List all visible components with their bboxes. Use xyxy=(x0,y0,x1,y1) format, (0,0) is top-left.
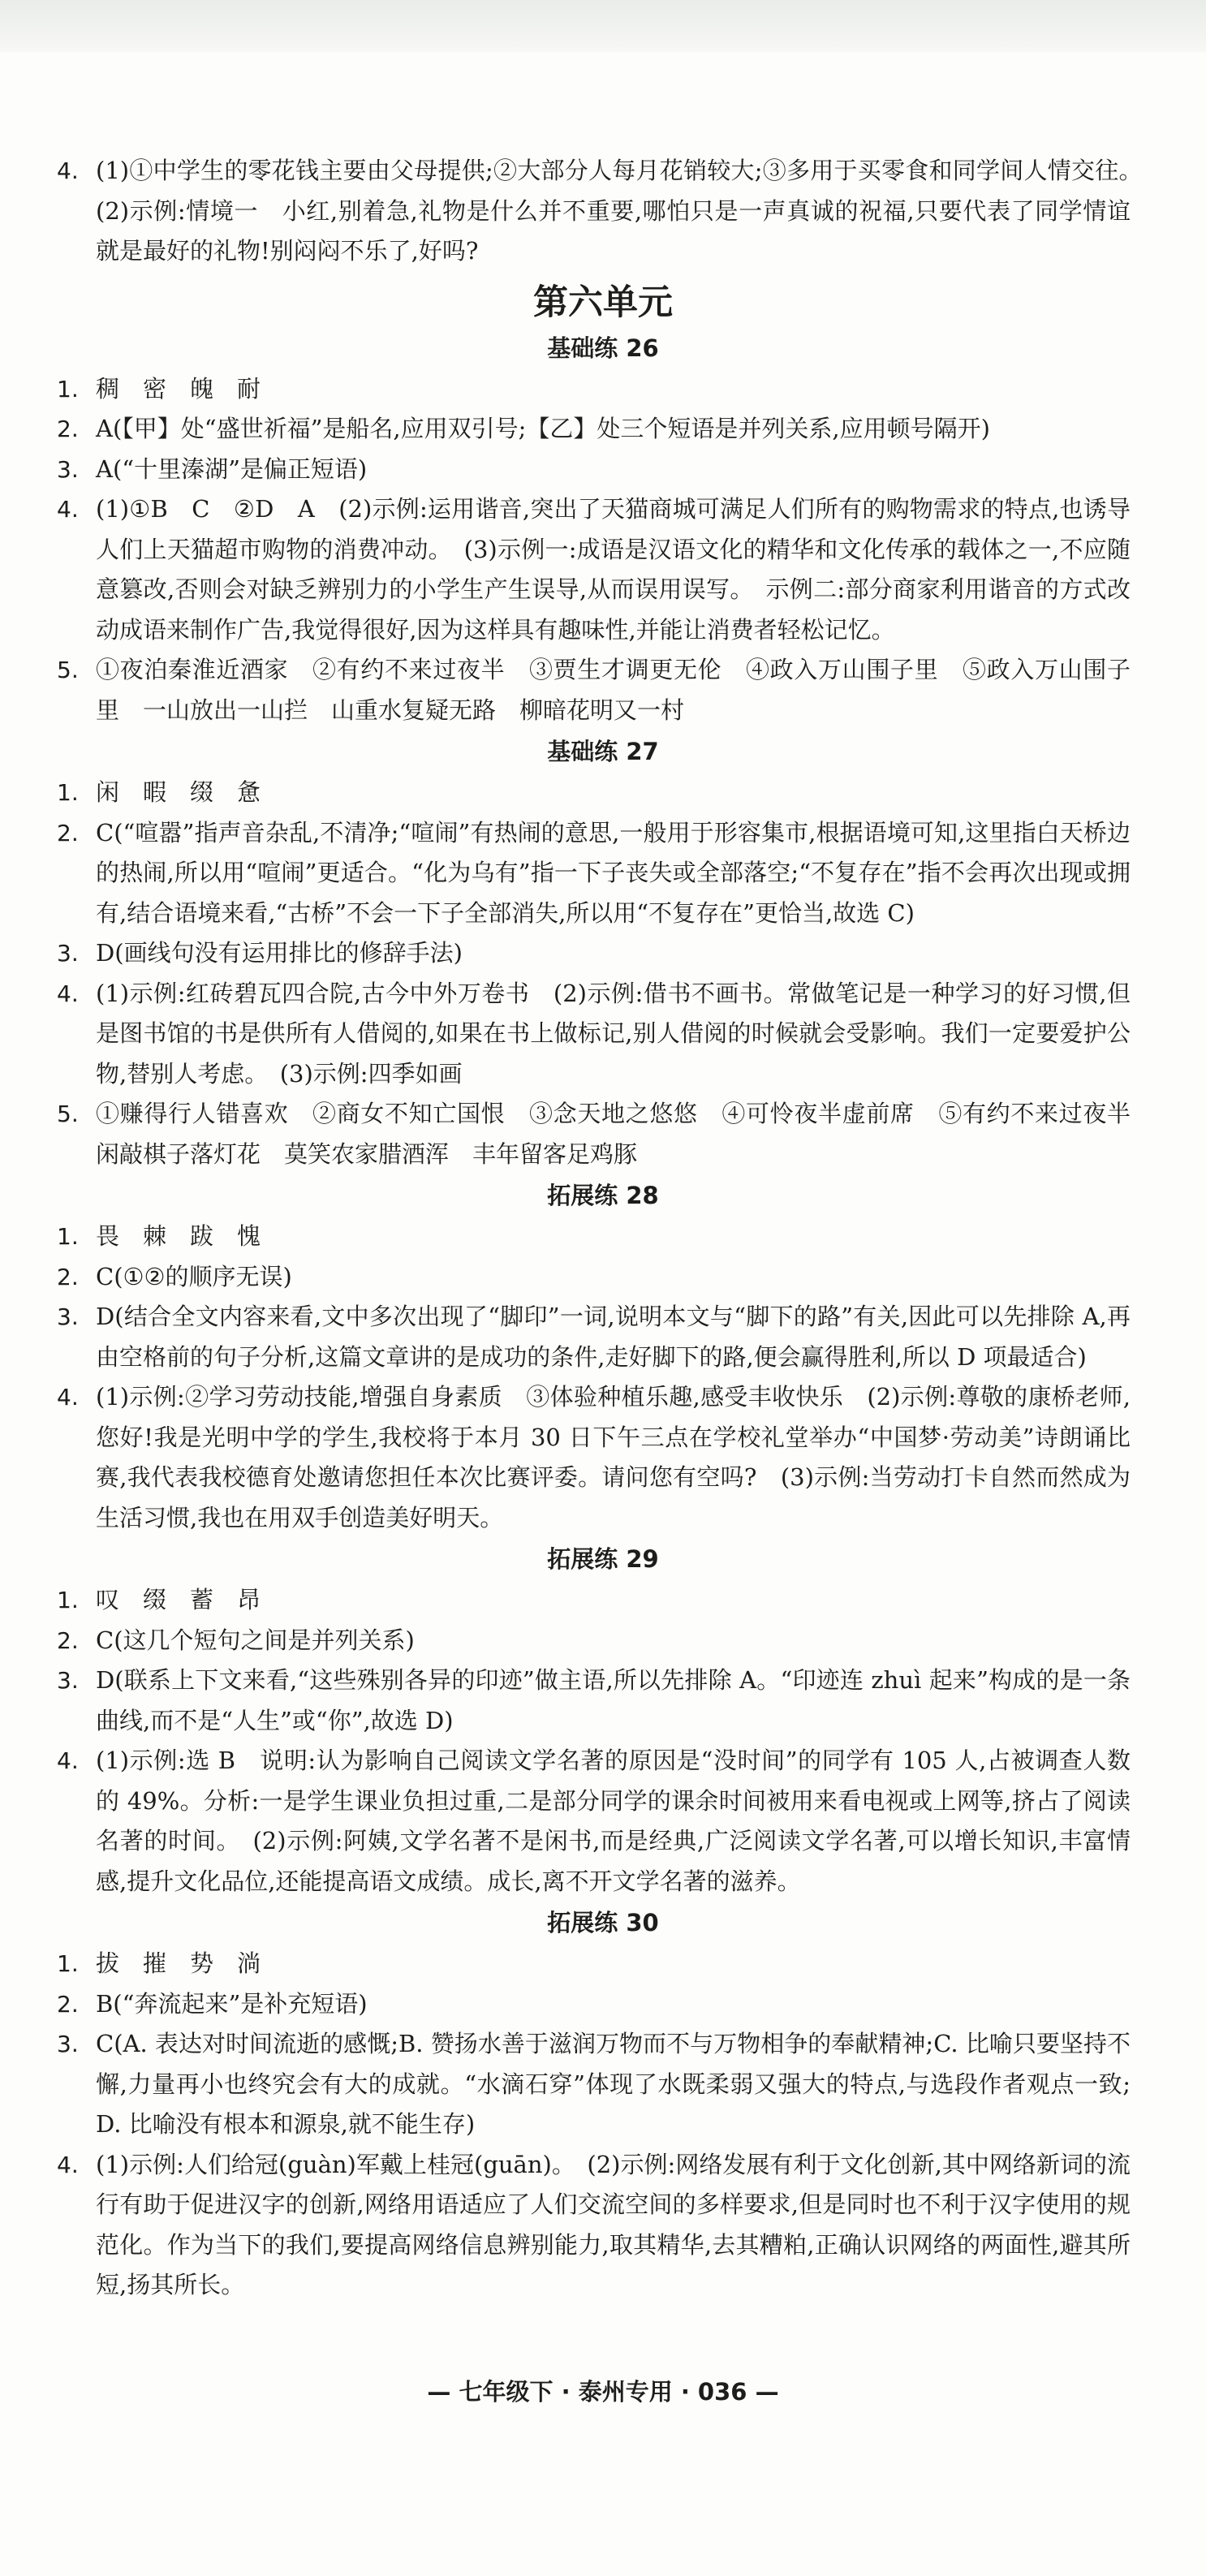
item-number: 4. xyxy=(57,496,79,523)
item-number: 1. xyxy=(57,1587,79,1613)
item-number: 1. xyxy=(57,1223,79,1250)
answer-item xyxy=(57,2024,1131,2145)
section-28 xyxy=(0,1174,1206,1538)
section-title: 拓展练 30 xyxy=(547,1909,659,1936)
answer-item xyxy=(57,933,1131,974)
answer-item xyxy=(57,773,1131,813)
answer-item xyxy=(57,1094,1155,1174)
item-number: 1. xyxy=(57,1950,79,1977)
item-number: 4. xyxy=(57,157,79,184)
item-number: 4. xyxy=(57,2151,79,2178)
answer-item xyxy=(57,489,1131,650)
item-text: (1)示例:红砖碧瓦四合院,古今中外万卷书 (2)示例:借书不画书。常做笔记是一种学习的好习惯,但是图书馆的书是供所有人借阅的,如果在书上做标记,别人借阅的时候就会受影响。我们一定要爱护公物,替别人考虑。 (3)示例:四季如画 xyxy=(96,979,1131,1088)
item-number: 4. xyxy=(57,1747,79,1774)
item-number: 3. xyxy=(57,2031,79,2057)
item-number: 2. xyxy=(57,1626,79,1654)
item-text: 拔 摧 势 淌 xyxy=(96,1949,261,1977)
item-number: 1. xyxy=(57,779,79,806)
answer-item xyxy=(57,1944,1131,1984)
answer-item xyxy=(57,1377,1131,1538)
answer-item xyxy=(57,813,1131,934)
answer-item xyxy=(57,1297,1131,1377)
section-title: 拓展练 29 xyxy=(547,1545,659,1573)
unit-title: 第六单元 xyxy=(533,282,673,323)
answer-item xyxy=(57,409,1131,450)
item-number: 3. xyxy=(57,940,79,967)
item-number: 3. xyxy=(57,455,79,483)
item-text: D(结合全文内容来看,文中多次出现了“脚印”一词,说明本文与“脚下的路”有关,因此可以先排除 A,再由空格前的句子分析,这篇文章讲的是成功的条件,走好脚下的路,便会赢得胜利,所以 D 项最适合) xyxy=(96,1303,1131,1371)
item-text: ①夜泊秦淮近酒家 ②有约不来过夜半 ③贾生才调更无伦 ④政入万山围子里 ⑤政入万山围子里 一山放出一山拦 山重水复疑无路 柳暗花明又一村 xyxy=(96,656,1131,724)
answer-item xyxy=(57,369,1131,410)
section-26 xyxy=(0,327,1206,731)
item-text: 叹 缀 蓄 昂 xyxy=(96,1586,261,1613)
item-text: (1)①B C ②D A (2)示例:运用谐音,突出了天猫商城可满足人们所有的购物需求的特点,也诱导人们上天猫超市购物的消费冲动。 (3)示例一:成语是汉语文化的精华和文化传承的载体之一,不应随意篡改,否则会对缺乏辨别力的小学生产生误导,从而误用误写。 示例二:部分商家利用谐音的方式改动成语来制作广告,我觉得很好,因为这样具有趣味性,并能让消费者轻松记忆。 xyxy=(96,495,1131,644)
section-27 xyxy=(0,730,1206,1174)
item-text: C(这几个短句之间是并列关系) xyxy=(96,1626,415,1654)
item-text: A(“十里溱湖”是偏正短语) xyxy=(96,454,368,483)
item-text: (1)示例:②学习劳动技能,增强自身素质 ③体验种植乐趣,感受丰收快乐 (2)示例:尊敬的康桥老师,您好!我是光明中学的学生,我校将于本月 30 日下午三点在学校礼堂举办“中国梦·劳动美”诗朗诵比赛,我代表我校德育处邀请您担任本次比赛评委。请问您有空吗? (3)示例:当劳动打卡自然而然成为生活习惯,我也在用双手创造美好明天。 xyxy=(96,1383,1131,1531)
item-text: C(①②的顺序无误) xyxy=(96,1262,292,1290)
answer-item xyxy=(57,151,1155,272)
intro-block xyxy=(0,151,1206,272)
answer-item xyxy=(57,1661,1131,1741)
section-title: 基础练 26 xyxy=(547,334,659,362)
item-text: ①赚得行人错喜欢 ②商女不知亡国恨 ③念天地之悠悠 ④可怜夜半虚前席 ⑤有约不来过夜半 闲敲棋子落灯花 莫笑农家腊酒浑 丰年留客足鸡豚 xyxy=(96,1100,1155,1168)
item-number: 1. xyxy=(57,375,79,403)
answer-item xyxy=(57,974,1131,1095)
answer-item xyxy=(57,650,1131,730)
item-number: 2. xyxy=(57,1263,79,1290)
section-29 xyxy=(0,1538,1206,1902)
answer-item xyxy=(57,1621,1131,1661)
item-number: 2. xyxy=(57,819,79,846)
item-text: D(画线句没有运用排比的修辞手法) xyxy=(96,939,463,967)
section-30 xyxy=(0,1902,1206,2306)
item-number: 3. xyxy=(57,1303,79,1330)
top-edge-band xyxy=(0,0,1206,52)
item-number: 4. xyxy=(57,980,79,1007)
answer-item xyxy=(57,1217,1131,1257)
item-number: 5. xyxy=(57,657,79,683)
item-text: (1)示例:人们给冠(guàn)军戴上桂冠(guān)。 (2)示例:网络发展有利于文化创新,其中网络新词的流行有助于促进汉字的创新,网络用语适应了人们交流空间的多样要求,但是同时也不利于汉字使用的规范化。作为当下的我们,要提高网络信息辨别能力,取其精华,去其糟粕,正确认识网络的两面性,避其所短,扬其所长。 xyxy=(96,2150,1131,2298)
item-text: 稠 密 魄 耐 xyxy=(96,374,261,403)
item-number: 2. xyxy=(57,1990,79,2018)
item-text: 畏 棘 跋 愧 xyxy=(96,1222,261,1250)
item-text: B(“奔流起来”是补充短语) xyxy=(96,1989,368,2018)
section-title: 基础练 27 xyxy=(547,738,659,765)
answer-page xyxy=(0,151,1206,2306)
item-text: C(“喧嚣”指声音杂乱,不清净;“喧闹”有热闹的意思,一般用于形容集市,根据语境可知,这里指白天桥边的热闹,所以用“喧闹”更适合。“化为乌有”指一下子丧失或全部落空;“不复存在”指不会再次出现或拥有,结合语境来看,“古桥”不会一下子全部消失,所以用“不复存在”更恰当,故选 C) xyxy=(96,818,1131,927)
answer-item xyxy=(57,1580,1131,1621)
item-number: 3. xyxy=(57,1667,79,1694)
item-text: (1)示例:选 B 说明:认为影响自己阅读文学名著的原因是“没时间”的同学有 105 人,占被调查人数的 49%。分析:一是学生课业负担过重,二是部分同学的课余时间被用来看电视或上网等,挤占了阅读名著的时间。 (2)示例:阿姨,文学名著不是闲书,而是经典,广泛阅读文学名著,可以增长知识,丰富情感,提升文化品位,还能提高语文成绩。成长,离不开文学名著的滋养。 xyxy=(96,1747,1131,1895)
page-footer: — 七年级下 · 泰州专用 · 036 — xyxy=(427,2378,779,2406)
item-text: A(【甲】处“盛世祈福”是船名,应用双引号;【乙】处三个短语是并列关系,应用顿号隔开) xyxy=(96,415,990,442)
answer-item xyxy=(57,2145,1131,2306)
answer-item xyxy=(57,1984,1131,2025)
item-number: 4. xyxy=(57,1384,79,1411)
answer-item xyxy=(57,1257,1131,1298)
item-text: D(联系上下文来看,“这些殊别各异的印迹”做主语,所以先排除 A。“印迹连 zhuì 起来”构成的是一条曲线,而不是“人生”或“你”,故选 D) xyxy=(96,1666,1131,1734)
item-text: 闲 暇 缀 惫 xyxy=(96,778,261,806)
item-text: (1)①中学生的零花钱主要由父母提供;②大部分人每月花销较大;③多用于买零食和同学间人情交往。 (2)示例:情境一 小红,别着急,礼物是什么并不重要,哪怕只是一声真诚的祝福,只要代表了同学情谊就是最好的礼物!别闷闷不乐了,好吗? xyxy=(96,157,1155,265)
answer-item xyxy=(57,450,1131,490)
item-number: 5. xyxy=(57,1101,79,1127)
answer-item xyxy=(57,1741,1131,1902)
item-text: C(A. 表达对时间流逝的感慨;B. 赞扬水善于滋润万物而不与万物相争的奉献精神;C. 比喻只要坚持不懈,力量再小也终究会有大的成就。“水滴石穿”体现了水既柔弱又强大的特点,与选段作者观点一致;D. 比喻没有根本和源泉,就不能生存) xyxy=(96,2030,1131,2138)
section-title: 拓展练 28 xyxy=(547,1182,659,1209)
item-number: 2. xyxy=(57,416,79,442)
